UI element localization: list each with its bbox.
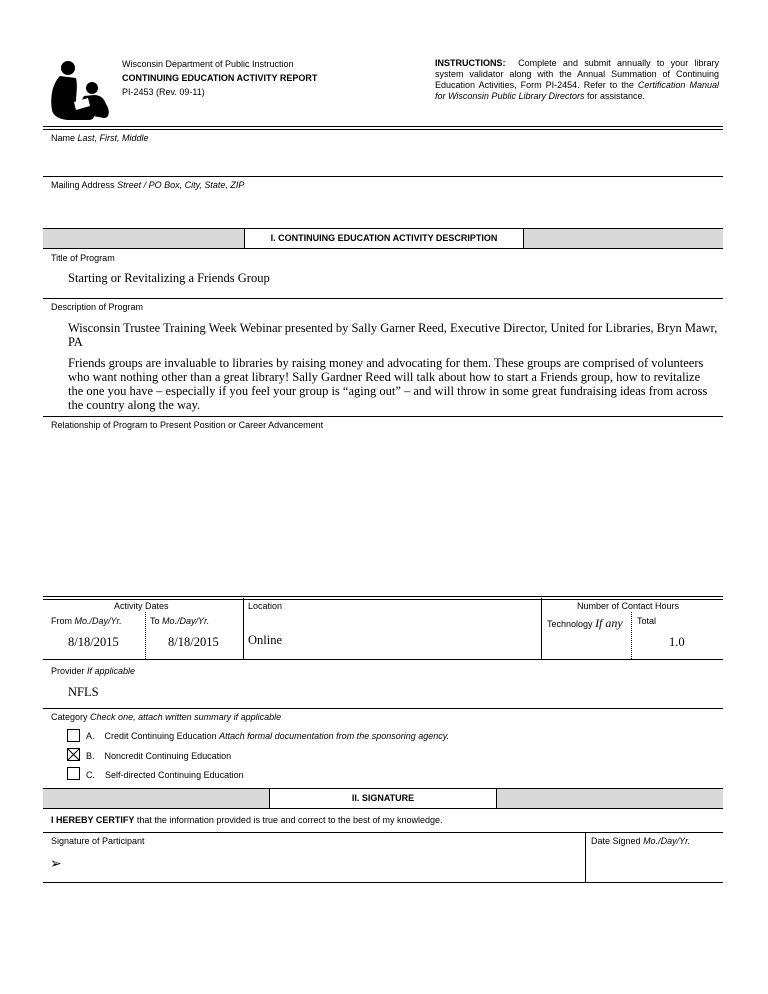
name-label: Name Last, First, Middle — [51, 133, 149, 143]
instructions-manual: Certification Manual for Wisconsin Public Library Directors — [435, 80, 719, 101]
section-1-title: I. CONTINUING EDUCATION ACTIVITY DESCRIPTION — [244, 229, 524, 248]
address-label: Mailing Address Street / PO Box, City, State, ZIP — [51, 180, 245, 190]
divider — [243, 598, 244, 659]
to-date-field[interactable]: 8/18/2015 — [168, 635, 219, 649]
category-c-checkbox[interactable] — [67, 767, 80, 780]
instructions-text: Complete and submit annually to your library system validator along with the Annual Summation of Continuing Education Activities, Form PI-2454. Refer to the — [435, 58, 719, 90]
program-title-label: Title of Program — [51, 253, 115, 263]
location-label: Location — [248, 601, 283, 611]
instructions-label: INSTRUCTIONS: — [435, 58, 506, 68]
signature-arrow-icon: ➢ — [50, 856, 62, 872]
description-label: Description of Program — [51, 302, 144, 312]
certify-statement: I HEREBY CERTIFY that the information provided is true and correct to the best of my knowledge. — [51, 815, 443, 825]
contact-hours-label: Number of Contact Hours — [577, 601, 680, 611]
divider — [145, 612, 146, 659]
description-paragraph-2: Friends groups are invaluable to libraries by raising money and advocating for them. These groups are comprised of volunteers who want nothing other than a great library! Sally Gardner Reed will talk about how to start a Friends group, how to revitalize the one you have – especially if you feel your group is “aging out” – and will throw in some great fundraising ideas from across the country along the way. — [68, 356, 708, 412]
divider — [43, 659, 723, 660]
divider — [43, 708, 723, 709]
divider — [631, 612, 632, 659]
form-number: PI-2453 (Rev. 09-11) — [122, 87, 205, 97]
category-label: Category Check one, attach written summary if applicable — [51, 712, 282, 722]
divider — [43, 832, 723, 833]
location-field[interactable]: Online — [248, 633, 283, 647]
instructions-end: for assistance. — [586, 91, 646, 101]
from-date-field[interactable]: 8/18/2015 — [68, 635, 119, 649]
activity-divider — [43, 596, 723, 600]
provider-label: Provider If applicable — [51, 666, 136, 676]
section-1-header — [43, 228, 723, 249]
provider-field[interactable]: NFLS — [68, 685, 99, 699]
header-divider — [43, 126, 723, 130]
to-label: To Mo./Day/Yr. — [150, 616, 210, 626]
reading-family-icon — [48, 58, 112, 122]
relationship-field[interactable] — [68, 440, 718, 590]
form-title: CONTINUING EDUCATION ACTIVITY REPORT — [122, 73, 318, 83]
category-b-option: B. Noncredit Continuing Education — [86, 751, 232, 761]
section-2-header — [43, 788, 723, 809]
from-label: From Mo./Day/Yr. — [51, 616, 122, 626]
technology-label: Technology If any — [547, 616, 623, 630]
signature-label: Signature of Participant — [51, 836, 145, 846]
section-2-title: II. SIGNATURE — [269, 789, 497, 808]
program-title-field[interactable]: Starting or Revitalizing a Friends Group — [68, 271, 270, 285]
category-c-option: C. Self-directed Continuing Education — [86, 770, 244, 780]
date-signed-field[interactable] — [591, 850, 719, 878]
divider — [43, 298, 723, 299]
relationship-label: Relationship of Program to Present Position or Career Advancement — [51, 420, 324, 430]
instructions — [435, 58, 719, 102]
category-a-option: A. Credit Continuing Education Attach formal documentation from the sponsoring agency. — [86, 731, 450, 741]
divider — [43, 882, 723, 883]
divider — [585, 832, 586, 882]
dpi-logo — [48, 58, 112, 122]
signature-field[interactable] — [68, 850, 578, 878]
date-signed-label: Date Signed Mo./Day/Yr. — [591, 836, 691, 846]
total-label: Total — [637, 616, 657, 626]
description-paragraph-1: Wisconsin Trustee Training Week Webinar presented by Sally Garner Reed, Executive Director, United for Libraries, Bryn Mawr, PA — [68, 321, 718, 349]
activity-dates-label: Activity Dates — [114, 601, 169, 611]
agency-name: Wisconsin Department of Public Instruction — [122, 59, 294, 69]
divider — [43, 416, 723, 417]
category-b-checkbox[interactable] — [67, 748, 80, 761]
divider — [541, 598, 542, 659]
category-a-checkbox[interactable] — [67, 729, 80, 742]
checkmark-x-icon — [68, 749, 79, 760]
total-hours-field[interactable]: 1.0 — [669, 635, 685, 649]
divider — [43, 176, 723, 177]
